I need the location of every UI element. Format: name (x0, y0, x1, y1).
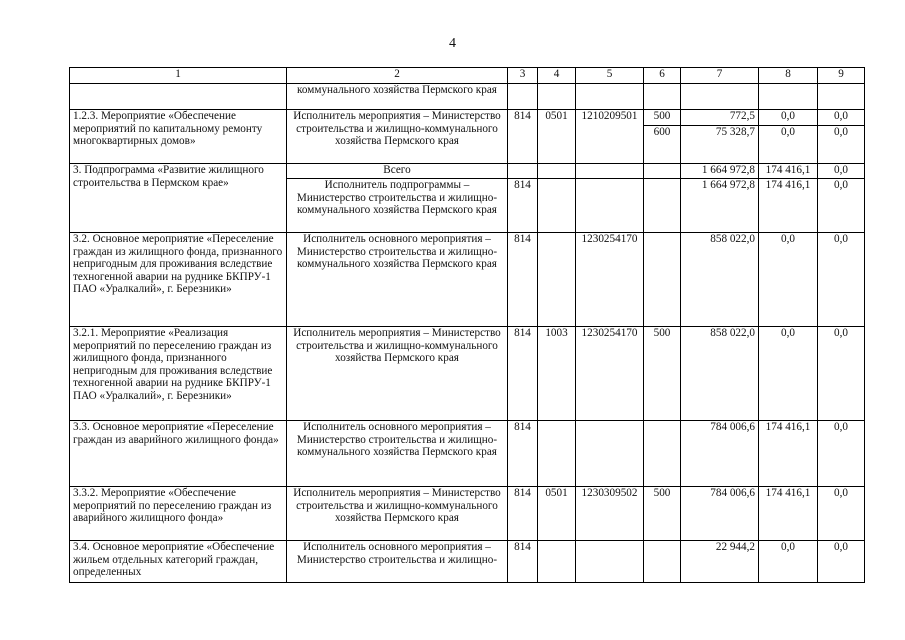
table-row (70, 84, 865, 110)
amount-cell: 0,0 (759, 233, 818, 327)
amount-cell (818, 84, 865, 110)
executor-cell: коммунального хозяйства Пермского края (287, 84, 508, 110)
code-cell (644, 179, 681, 233)
column-number: 9 (818, 68, 865, 84)
code-cell: 500 (644, 487, 681, 541)
budget-table (69, 67, 865, 583)
executor-cell: Исполнитель основного мероприятия – Министерство строительства и жилищно-коммунального хозяйства Пермского края (287, 233, 508, 327)
column-number: 4 (538, 68, 576, 84)
code-cell (538, 179, 576, 233)
activity-name-cell: 3.4. Основное мероприятие «Обеспечение жильем отдельных категорий граждан, определенных (70, 541, 287, 583)
amount-cell: 174 416,1 (759, 421, 818, 487)
executor-cell: Исполнитель мероприятия – Министерство строительства и жилищно-коммунального хозяйства Пермского края (287, 487, 508, 541)
table-row (70, 110, 865, 126)
code-cell: 0501 (538, 110, 576, 164)
activity-name-cell: 3.3.2. Мероприятие «Обеспечение мероприятий по переселению граждан из аварийного жилищного фонда» (70, 487, 287, 541)
executor-cell: Исполнитель основного мероприятия – Министерство строительства и жилищно-коммунального хозяйства Пермского края (287, 421, 508, 487)
amount-cell: 0,0 (818, 126, 865, 164)
table-row (70, 421, 865, 487)
amount-cell: 784 006,6 (681, 487, 759, 541)
column-number: 7 (681, 68, 759, 84)
code-cell: 814 (508, 541, 538, 583)
amount-cell: 174 416,1 (759, 164, 818, 179)
column-number: 5 (576, 68, 644, 84)
amount-cell (681, 84, 759, 110)
code-cell: 814 (508, 179, 538, 233)
code-cell: 814 (508, 421, 538, 487)
code-cell (538, 84, 576, 110)
table-row (70, 164, 865, 179)
code-cell: 600 (644, 126, 681, 164)
activity-name-cell: 1.2.3. Мероприятие «Обеспечение мероприятий по капитальному ремонту многоквартирных домов» (70, 110, 287, 164)
amount-cell: 174 416,1 (759, 179, 818, 233)
code-cell: 1230309502 (576, 487, 644, 541)
amount-cell: 0,0 (759, 110, 818, 126)
code-cell (538, 164, 576, 179)
code-cell (538, 421, 576, 487)
table-row (70, 541, 865, 583)
amount-cell: 0,0 (759, 126, 818, 164)
column-number-row (70, 68, 865, 84)
amount-cell: 22 944,2 (681, 541, 759, 583)
code-cell: 1003 (538, 327, 576, 421)
amount-cell: 0,0 (818, 164, 865, 179)
code-cell (644, 84, 681, 110)
code-cell: 814 (508, 110, 538, 164)
amount-cell: 0,0 (818, 421, 865, 487)
code-cell: 500 (644, 110, 681, 126)
code-cell: 814 (508, 233, 538, 327)
code-cell (538, 541, 576, 583)
column-number: 2 (287, 68, 508, 84)
code-cell (644, 541, 681, 583)
amount-cell: 858 022,0 (681, 233, 759, 327)
amount-cell (759, 84, 818, 110)
code-cell (576, 84, 644, 110)
amount-cell: 0,0 (818, 233, 865, 327)
code-cell: 500 (644, 327, 681, 421)
executor-cell: Исполнитель основного мероприятия – Министерство строительства и жилищно- (287, 541, 508, 583)
code-cell (508, 164, 538, 179)
activity-name-cell: 3.3. Основное мероприятие «Переселение граждан из аварийного жилищного фонда» (70, 421, 287, 487)
code-cell: 0501 (538, 487, 576, 541)
amount-cell: 0,0 (818, 179, 865, 233)
amount-cell: 784 006,6 (681, 421, 759, 487)
activity-name-cell (70, 84, 287, 110)
column-number: 8 (759, 68, 818, 84)
code-cell (644, 164, 681, 179)
amount-cell: 858 022,0 (681, 327, 759, 421)
executor-cell: Исполнитель мероприятия – Министерство строительства и жилищно-коммунального хозяйства Пермского края (287, 327, 508, 421)
amount-cell: 1 664 972,8 (681, 164, 759, 179)
code-cell: 814 (508, 487, 538, 541)
executor-cell: Исполнитель мероприятия – Министерство строительства и жилищно-коммунального хозяйства Пермского края (287, 110, 508, 164)
activity-name-cell: 3.2.1. Мероприятие «Реализация мероприятий по переселению граждан из жилищного фонда, признанного непригодным для проживания вследствие техногенной аварии на руднике БКПРУ-1 ПАО «Уралкалий», г. Березники» (70, 327, 287, 421)
table-row (70, 487, 865, 541)
amount-cell: 0,0 (759, 541, 818, 583)
code-cell (508, 84, 538, 110)
executor-cell: Исполнитель подпрограммы – Министерство строительства и жилищно-коммунального хозяйства Пермского края (287, 179, 508, 233)
column-number: 1 (70, 68, 287, 84)
amount-cell: 0,0 (818, 487, 865, 541)
code-cell: 1230254170 (576, 233, 644, 327)
code-cell (644, 233, 681, 327)
table-row (70, 233, 865, 327)
code-cell (538, 233, 576, 327)
amount-cell: 1 664 972,8 (681, 179, 759, 233)
table-row (70, 327, 865, 421)
code-cell (644, 421, 681, 487)
amount-cell: 0,0 (818, 110, 865, 126)
executor-cell: Всего (287, 164, 508, 179)
code-cell (576, 179, 644, 233)
page-number: 4 (449, 36, 456, 51)
activity-name-cell: 3. Подпрограмма «Развитие жилищного строительства в Пермском крае» (70, 164, 287, 233)
amount-cell: 0,0 (818, 541, 865, 583)
amount-cell: 174 416,1 (759, 487, 818, 541)
amount-cell: 0,0 (759, 327, 818, 421)
activity-name-cell: 3.2. Основное мероприятие «Переселение граждан из жилищного фонда, признанного непригодным для проживания вследствие техногенной аварии на руднике БКПРУ-1 ПАО «Уралкалий», г. Березники» (70, 233, 287, 327)
column-number: 3 (508, 68, 538, 84)
code-cell (576, 541, 644, 583)
code-cell: 814 (508, 327, 538, 421)
code-cell: 1210209501 (576, 110, 644, 164)
code-cell (576, 164, 644, 179)
code-cell: 1230254170 (576, 327, 644, 421)
amount-cell: 0,0 (818, 327, 865, 421)
amount-cell: 75 328,7 (681, 126, 759, 164)
code-cell (576, 421, 644, 487)
column-number: 6 (644, 68, 681, 84)
amount-cell: 772,5 (681, 110, 759, 126)
